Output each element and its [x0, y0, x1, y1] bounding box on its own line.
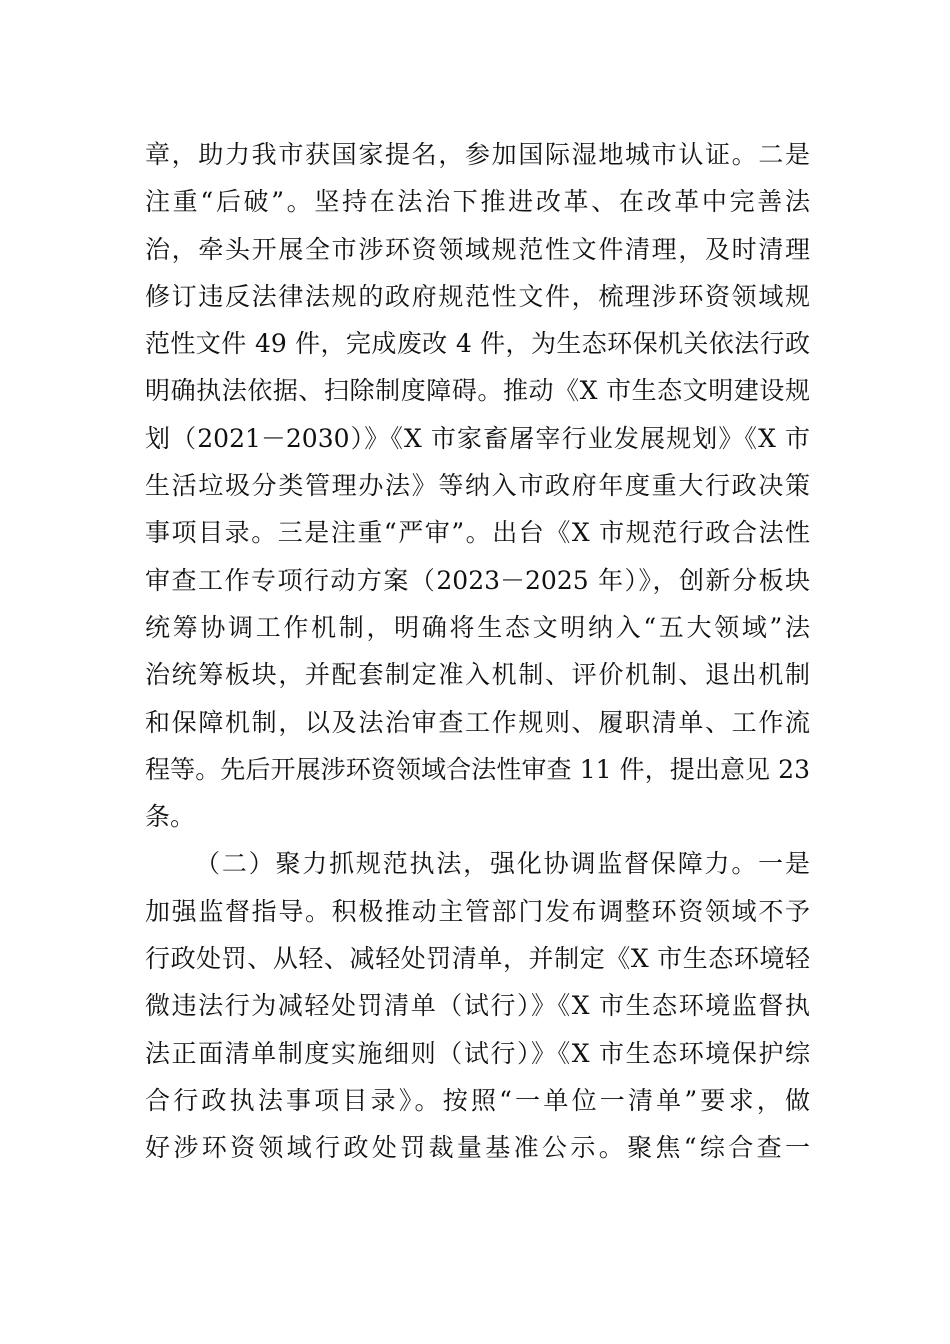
text-line: 治统筹板块，并配套制定准入机制、评价机制、退出机制	[145, 660, 810, 690]
body-text	[145, 131, 810, 1172]
section-heading-line: （二）聚力抓规范执法，强化协调监督保障力。一是	[195, 849, 810, 879]
text-line: 和保障机制，以及法治审查工作规则、履职清单、工作流	[145, 707, 810, 737]
text-line: 程等。先后开展涉环资领域合法性审查 11 件，提出意见 23	[145, 754, 810, 784]
text-line: 注重“后破”。坚持在法治下推进改革、在改革中完善法	[145, 187, 810, 217]
text-line: 明确执法依据、扫除制度障碍。推动《X 市生态文明建设规	[145, 376, 810, 406]
text-line: 章，助力我市获国家提名，参加国际湿地城市认证。二是	[145, 140, 810, 169]
text-line: 法正面清单制度实施细则（试行）》《X 市生态环境保护综	[145, 1038, 810, 1068]
text-line: 好涉环资领域行政处罚裁量基准公示。聚焦“综合查一	[145, 1133, 810, 1163]
text-line: 加强监督指导。积极推动主管部门发布调整环资领域不予	[145, 896, 810, 926]
text-line: 治，牵头开展全市涉环资领域规范性文件清理，及时清理	[145, 234, 810, 264]
text-line: 范性文件 49 件，完成废改 4 件，为生态环保机关依法行政	[145, 329, 810, 359]
text-line: 统筹协调工作机制，明确将生态文明纳入“五大领域”法	[145, 612, 810, 642]
text-line: 生活垃圾分类管理办法》等纳入市政府年度重大行政决策	[145, 471, 810, 501]
text-line: 微违法行为减轻处罚清单（试行）》《X 市生态环境监督执	[145, 991, 810, 1021]
text-line: 修订违反法律法规的政府规范性文件，梳理涉环资领域规	[145, 281, 810, 311]
text-line: 合行政执法事项目录》。按照“一单位一清单”要求，做	[145, 1085, 810, 1115]
text-line: 事项目录。三是注重“严审”。出台《X 市规范行政合法性	[145, 518, 810, 548]
text-line: 审查工作专项行动方案（2023－2025 年）》，创新分板块	[145, 565, 810, 595]
text-line: 行政处罚、从轻、减轻处罚清单，并制定《X 市生态环境轻	[145, 944, 810, 974]
text-line: 划（2021－2030）》《X 市家畜屠宰行业发展规划》《X 市	[145, 423, 810, 453]
paragraph-end-line: 条。	[145, 802, 196, 832]
